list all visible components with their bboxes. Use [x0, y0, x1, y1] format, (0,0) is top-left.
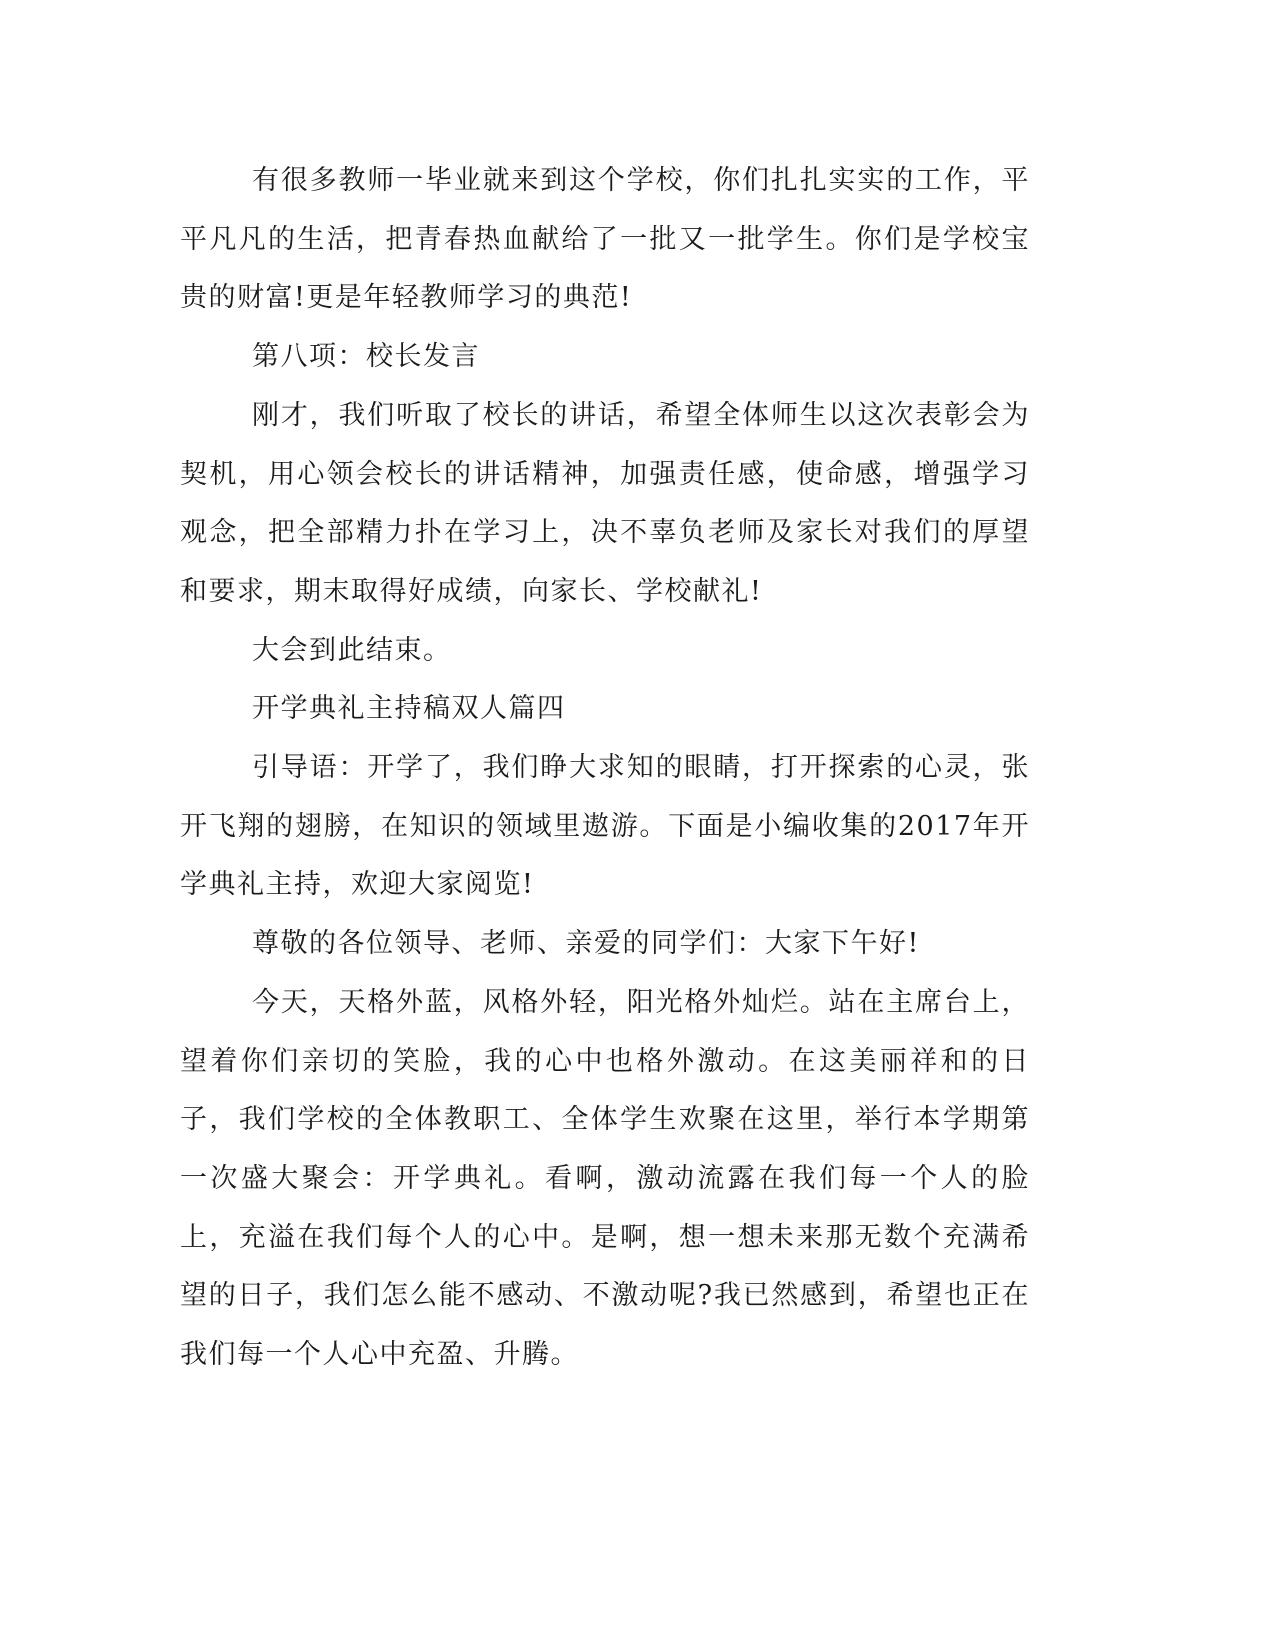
paragraph-introduction: 引导语：开学了，我们睁大求知的眼睛，打开探索的心灵，张开飞翔的翅膀，在知识的领域里遨游。下面是小编收集的2017年开学典礼主持，欢迎大家阅览!: [180, 752, 1030, 901]
paragraph-item-eight-heading: 第八项：校长发言: [252, 341, 480, 373]
paragraph-opening-speech: 今天，天格外蓝，风格外轻，阳光格外灿烂。站在主席台上，望着你们亲切的笑脸，我的心中也格外激动。在这美丽祥和的日子，我们学校的全体教职工、全体学生欢聚在这里，举行本学期第一次盛大聚会：开学典礼。看啊，激动流露在我们每一个人的脸上，充溢在我们每个人的心中。是啊，想一想未来那无数个充满希望的日子，我们怎么能不感动、不激动呢?我已然感到，希望也正在我们每一个人心中充盈、升腾。: [180, 986, 1030, 1371]
document-body: [180, 152, 1030, 1385]
paragraph-section-four-title: 开学典礼主持稿双人篇四: [252, 693, 566, 725]
paragraph-greeting: 尊敬的各位领导、老师、亲爱的同学们：大家下午好!: [252, 928, 920, 960]
paragraph-teachers-praise: 有很多教师一毕业就来到这个学校，你们扎扎实实的工作，平平凡凡的生活，把青春热血献给了一批又一批学生。你们是学校宝贵的财富!更是年轻教师学习的典范!: [180, 165, 1030, 314]
paragraph-principal-speech-summary: 刚才，我们听取了校长的讲话，希望全体师生以这次表彰会为契机，用心领会校长的讲话精神，加强责任感，使命感，增强学习观念，把全部精力扑在学习上，决不辜负老师及家长对我们的厚望和要求，期末取得好成绩，向家长、学校献礼!: [180, 399, 1030, 607]
paragraph-meeting-closing: 大会到此结束。: [252, 634, 452, 666]
